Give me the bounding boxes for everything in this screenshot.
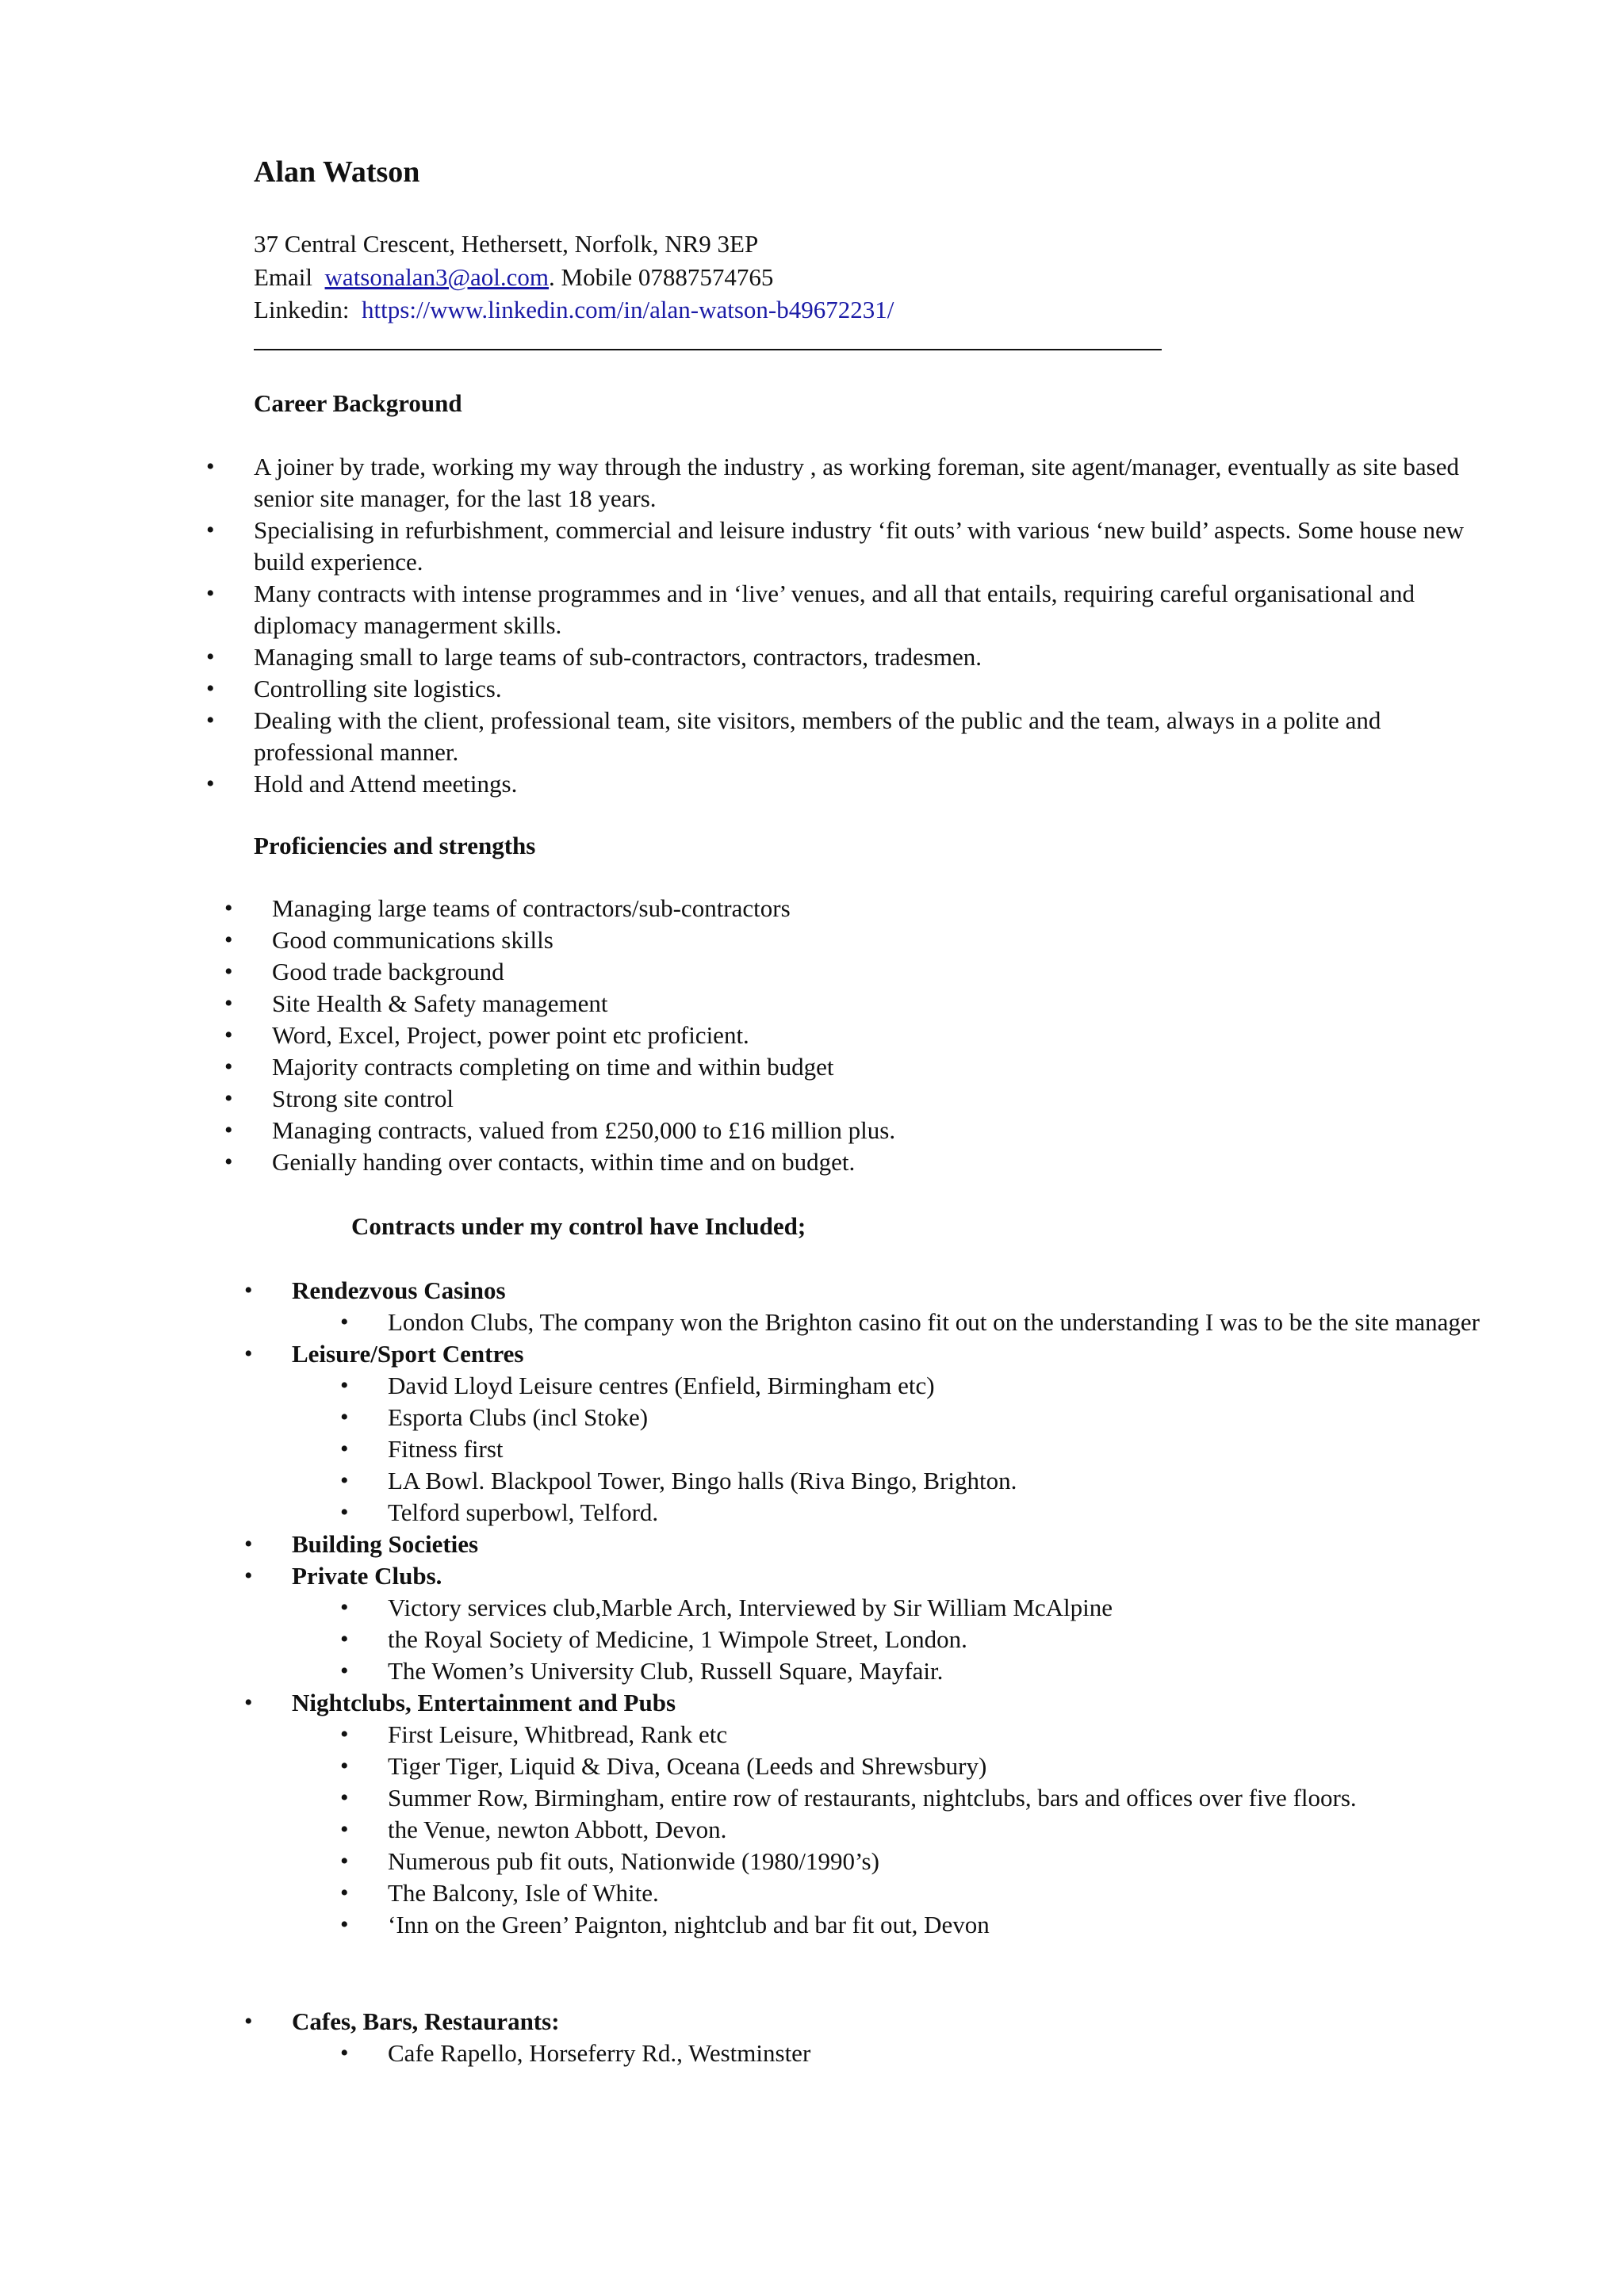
list-item: • Site Health & Safety management [224, 989, 608, 1017]
list-item: • Many contracts with intense programmes and in ‘live’ venues, and all that entails, requiring careful organisational and diplomacy managerment skills. [206, 580, 1415, 639]
linkedin-link[interactable]: https://www.linkedin.com/in/alan-watson-b49672231/ [362, 296, 894, 323]
contract-sublist [340, 1307, 1498, 1338]
list-item: • ‘Inn on the Green’ Paignton, nightclub and bar fit out, Devon [340, 1911, 990, 1938]
list-item: • Good trade background [224, 958, 504, 985]
list-item: • Victory services club,Marble Arch, Interviewed by Sir William McAlpine [340, 1594, 1113, 1621]
linkedin-line [254, 294, 894, 326]
list-item: • Managing large teams of contractors/sub-contractors [224, 894, 791, 922]
mobile-text: . Mobile 07887574765 [549, 263, 774, 291]
contract-category: • Leisure/Sport Centres • David Lloyd Leisure centres (Enfield, Birmingham etc) • Esporta Clubs (incl Stoke) • Fitness first • LA Bowl. Blackpool Tower, Bingo halls (Riva Bingo, Brighton. • Telford superbowl, Telford. [292, 1338, 1498, 1529]
list-item: • Hold and Attend meetings. [206, 770, 518, 798]
contract-category: • Building Societies [244, 1530, 479, 1558]
divider [254, 349, 1162, 350]
list-spacer [292, 1941, 1498, 2006]
list-item: • London Clubs, The company won the Brighton casino fit out on the understanding I was to be the site manager [340, 1308, 1480, 1336]
list-item: • Managing small to large teams of sub-contractors, contractors, tradesmen. [206, 643, 982, 671]
contract-category: • Private Clubs. • Victory services club,Marble Arch, Interviewed by Sir William McAlpine • the Royal Society of Medicine, 1 Wimpole Street, London. • The Women’s University Club, Russell Square, Mayfair. [292, 1560, 1498, 1687]
section-heading-proficiencies: Proficiencies and strengths [254, 832, 536, 859]
list-item: • First Leisure, Whitbread, Rank etc [340, 1720, 728, 1748]
list-item: • Good communications skills [224, 926, 553, 954]
list-item: • Summer Row, Birmingham, entire row of restaurants, nightclubs, bars and offices over five floors. [340, 1784, 1357, 1812]
list-item: • Majority contracts completing on time and within budget [224, 1053, 834, 1081]
contract-sublist [340, 2038, 1498, 2069]
email-label: Email [254, 263, 313, 291]
list-item: • Specialising in refurbishment, commercial and leisure industry ‘fit outs’ with various ‘new build’ aspects. Some house new build experience. [206, 516, 1465, 576]
section-heading-contracts: Contracts under my control have Included; [351, 1212, 806, 1240]
list-item: • The Balcony, Isle of White. [340, 1879, 659, 1907]
list-item: • Managing contracts, valued from £250,000 to £16 million plus. [224, 1116, 896, 1144]
list-item: • Dealing with the client, professional team, site visitors, members of the public and the team, always in a polite and professional manner. [206, 706, 1381, 766]
list-item: • Word, Excel, Project, power point etc proficient. [224, 1021, 749, 1049]
list-item: • Controlling site logistics. [206, 675, 502, 702]
section-heading-career: Career Background [254, 389, 462, 417]
career-list [206, 451, 1491, 800]
list-item: • LA Bowl. Blackpool Tower, Bingo halls (Riva Bingo, Brighton. [340, 1467, 1017, 1494]
list-item: • Cafe Rapello, Horseferry Rd., Westminster [340, 2039, 811, 2067]
contracts-list [244, 1275, 1498, 2069]
contract-sublist [340, 1592, 1498, 1687]
email-link[interactable]: watsonalan3@aol.com [324, 263, 550, 291]
page-title: Alan Watson [254, 155, 420, 189]
contact-line [254, 262, 773, 293]
list-item: • Numerous pub fit outs, Nationwide (1980/1990’s) [340, 1847, 879, 1875]
list-item: • David Lloyd Leisure centres (Enfield, Birmingham etc) [340, 1372, 935, 1399]
list-item: • the Royal Society of Medicine, 1 Wimpole Street, London. [340, 1625, 967, 1653]
contract-category: • Cafes, Bars, Restaurants: • Cafe Rapello, Horseferry Rd., Westminster [292, 2006, 1498, 2069]
list-item: • The Women’s University Club, Russell Square, Mayfair. [340, 1657, 944, 1685]
list-item: • Fitness first [340, 1435, 504, 1463]
contract-category: • Nightclubs, Entertainment and Pubs • First Leisure, Whitbread, Rank etc • Tiger Tiger, Liquid & Diva, Oceana (Leeds and Shrewsbury) • Summer Row, Birmingham, entire row of restaurants, nightclubs, bars and offices over five floors. • the Venue, newton Abbott, Devon. • Numerous pub fit outs, Nationwide (1980/1990’s) • The Balcony, Isle of White. • ‘Inn on the Green’ Paignton, nightclub and bar fit out, Devon [292, 1687, 1498, 1941]
list-item: • Telford superbowl, Telford. [340, 1498, 659, 1526]
list-item: • A joiner by trade, working my way through the industry , as working foreman, site agent/manager, eventually as site based senior site manager, for the last 18 years. [206, 453, 1459, 512]
address-line: 37 Central Crescent, Hethersett, Norfolk, NR9 3EP [254, 230, 759, 258]
contract-category: • Rendezvous Casinos • London Clubs, The company won the Brighton casino fit out on the understanding I was to be the site manager [292, 1275, 1498, 1338]
list-item: • Genially handing over contacts, within time and on budget. [224, 1148, 856, 1176]
list-item: • the Venue, newton Abbott, Devon. [340, 1816, 727, 1843]
list-item: • Esporta Clubs (incl Stoke) [340, 1403, 649, 1431]
linkedin-label: Linkedin: [254, 296, 350, 323]
contract-sublist [340, 1719, 1498, 1941]
contract-sublist [340, 1370, 1498, 1529]
proficiencies-list [224, 893, 896, 1178]
list-item: • Tiger Tiger, Liquid & Diva, Oceana (Leeds and Shrewsbury) [340, 1752, 987, 1780]
list-item: • Strong site control [224, 1085, 454, 1112]
